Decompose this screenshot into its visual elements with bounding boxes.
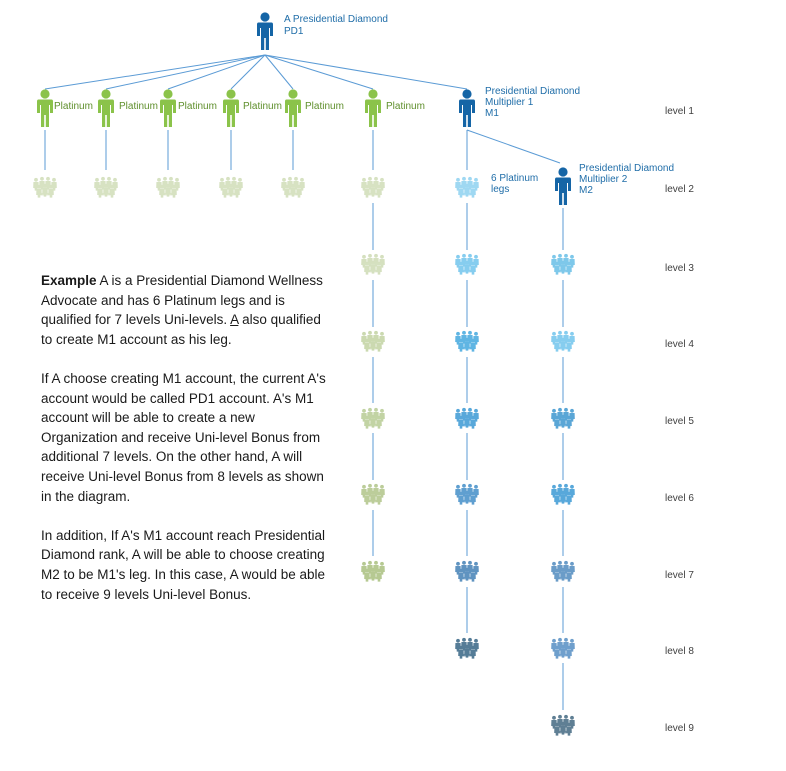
group-icon xyxy=(455,177,479,198)
level-label: level 5 xyxy=(665,416,694,427)
level-label: level 6 xyxy=(665,493,694,504)
platinum-label: Platinum xyxy=(305,101,344,112)
level-labels xyxy=(665,106,694,734)
level-label: level 1 xyxy=(665,106,694,117)
m2-label-line3: M2 xyxy=(579,185,593,196)
root-connectors xyxy=(45,55,467,89)
person-icon xyxy=(459,89,475,127)
person-icon xyxy=(555,167,571,205)
m1-label-line1: Presidential Diamond xyxy=(485,86,581,97)
example-paragraph-3: In addition, If A's M1 account reach Presidential Diamond rank, A will be able to choose creating M2 to be M1's leg. In this case, A would be able to receive 9 levels Uni-level Bonus. xyxy=(41,527,325,602)
group-icon xyxy=(361,331,385,352)
group-icon xyxy=(551,638,575,659)
group-icon xyxy=(551,408,575,429)
person-icon xyxy=(365,89,381,127)
person-icon xyxy=(37,89,53,127)
group-icon xyxy=(455,408,479,429)
m1-legs-line1: 6 Platinum xyxy=(491,173,539,184)
level2-green-groups xyxy=(33,177,385,198)
group-icon xyxy=(455,254,479,275)
group-icon xyxy=(361,177,385,198)
person-icon xyxy=(257,12,273,50)
group-icon xyxy=(455,561,479,582)
group-icon xyxy=(361,408,385,429)
level-label: level 7 xyxy=(665,570,694,581)
example-paragraph-1 xyxy=(41,271,333,349)
m2-label-line2: Multiplier 2 xyxy=(579,174,628,185)
m1-node xyxy=(459,86,580,127)
level-label: level 8 xyxy=(665,646,694,657)
platinum-label: Platinum xyxy=(178,101,217,112)
example-text-a: A is a Presidential Diamond Wellness Advocate and has 6 Platinum legs and is qualified for 7 levels Uni-levels. xyxy=(41,273,323,328)
group-icon xyxy=(551,331,575,352)
group-icon xyxy=(551,254,575,275)
m1-label-line3: M1 xyxy=(485,108,499,119)
platinum-label: Platinum xyxy=(54,101,93,112)
level-label: level 4 xyxy=(665,339,694,350)
example-paragraph-2: If A choose creating M1 account, the current A's account would be called PD1 account. A's M1 account will be able to create a new Organization and receive Uni-level Bonus from additional 7 levels. On the other hand, A will receive Uni-level Bonus from 8 levels as shown in the diagram. xyxy=(41,370,326,504)
group-icon xyxy=(361,254,385,275)
platinum-label: Platinum xyxy=(386,101,425,112)
root-node xyxy=(257,12,388,50)
group-icon xyxy=(455,638,479,659)
group-icon xyxy=(551,561,575,582)
level-label: level 9 xyxy=(665,723,694,734)
person-icon xyxy=(223,89,239,127)
platinum-label: Platinum xyxy=(243,101,282,112)
m1-label-line2: Multiplier 1 xyxy=(485,97,534,108)
person-icon xyxy=(160,89,176,127)
group-icon xyxy=(281,177,305,198)
group-icon xyxy=(551,715,575,736)
m1-legs-line2: legs xyxy=(491,184,510,195)
group-icon xyxy=(94,177,118,198)
group-icon xyxy=(551,484,575,505)
group-icon xyxy=(361,484,385,505)
level-label: level 2 xyxy=(665,184,694,195)
example-text xyxy=(41,271,333,624)
platinum-label: Platinum xyxy=(119,101,158,112)
group-icon xyxy=(219,177,243,198)
level-label: level 3 xyxy=(665,263,694,274)
example-heading: Example xyxy=(41,273,97,288)
person-icon xyxy=(98,89,114,127)
root-label-line2: PD1 xyxy=(284,26,304,37)
group-icon xyxy=(361,561,385,582)
example-underlined: A xyxy=(230,312,239,328)
group-icon xyxy=(33,177,57,198)
group-icon xyxy=(455,331,479,352)
group-icon xyxy=(156,177,180,198)
m2-label-line1: Presidential Diamond xyxy=(579,163,675,174)
example-text-b: also qualified to create M1 account as his leg. xyxy=(41,312,321,347)
person-icon xyxy=(285,89,301,127)
root-label-line1: A Presidential Diamond xyxy=(284,14,388,25)
group-icon xyxy=(455,484,479,505)
m2-node xyxy=(555,163,674,205)
